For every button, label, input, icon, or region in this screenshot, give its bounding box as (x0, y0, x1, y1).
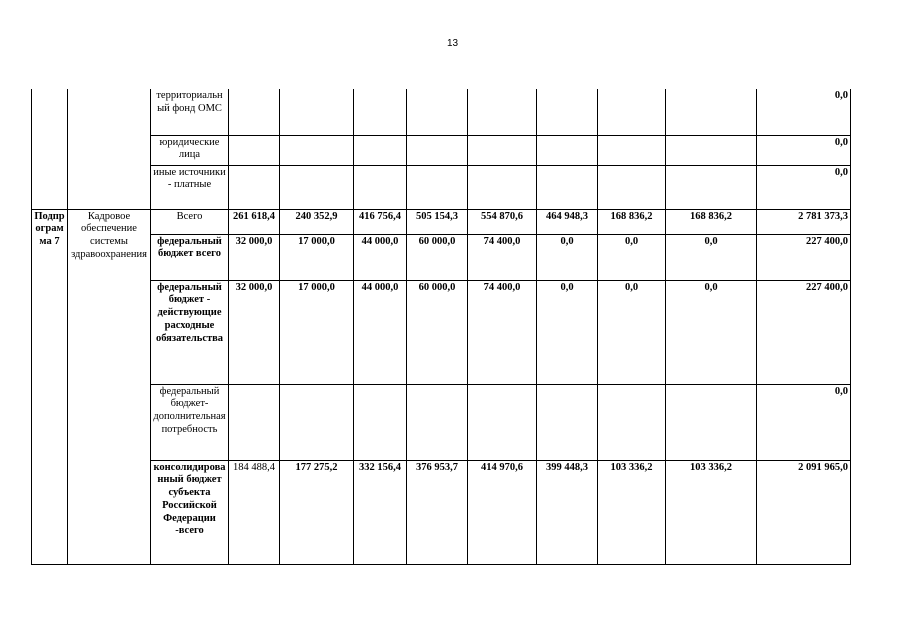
value-cell: 74 400,0 (468, 280, 537, 384)
total-cell: 2 091 965,0 (757, 460, 851, 564)
value-cell (468, 384, 537, 460)
value-cell: 74 400,0 (468, 234, 537, 280)
value-cell (537, 165, 598, 209)
value-cell: 0,0 (666, 234, 757, 280)
table-row (32, 280, 851, 384)
table-row (32, 209, 851, 234)
value-cell: 0,0 (598, 234, 666, 280)
total-cell: 0,0 (757, 135, 851, 165)
value-cell: 240 352,9 (280, 209, 354, 234)
value-cell (280, 89, 354, 135)
empty-cell (32, 89, 68, 209)
total-cell: 0,0 (757, 89, 851, 135)
total-cell: 227 400,0 (757, 280, 851, 384)
value-cell (666, 165, 757, 209)
page-number: 13 (446, 38, 459, 49)
funding-source-label: федеральный бюджет всего (151, 234, 229, 280)
value-cell (280, 135, 354, 165)
funding-source-label: консолидированный бюджет субъекта Российской Федерации -всего (151, 460, 229, 564)
value-cell: 332 156,4 (354, 460, 407, 564)
value-cell: 44 000,0 (354, 280, 407, 384)
value-cell (354, 165, 407, 209)
budget-table (31, 89, 851, 565)
value-cell: 0,0 (537, 234, 598, 280)
value-cell (229, 135, 280, 165)
value-cell (354, 89, 407, 135)
total-cell: 0,0 (757, 165, 851, 209)
value-cell (280, 384, 354, 460)
value-cell: 103 336,2 (666, 460, 757, 564)
funding-source-label: Всего (151, 209, 229, 234)
value-cell (537, 135, 598, 165)
funding-source-label: территориальный фонд ОМС (151, 89, 229, 135)
value-cell: 60 000,0 (407, 280, 468, 384)
value-cell: 17 000,0 (280, 234, 354, 280)
subprogram-label: Подпрограмма 7 (32, 209, 68, 564)
value-cell (354, 135, 407, 165)
value-cell: 60 000,0 (407, 234, 468, 280)
value-cell: 464 948,3 (537, 209, 598, 234)
value-cell (666, 384, 757, 460)
value-cell (407, 165, 468, 209)
table-row (32, 165, 851, 209)
total-cell: 2 781 373,3 (757, 209, 851, 234)
funding-source-label: федеральный бюджет-дополнительная потребность (151, 384, 229, 460)
value-cell: 168 836,2 (598, 209, 666, 234)
value-cell: 17 000,0 (280, 280, 354, 384)
value-cell: 554 870,6 (468, 209, 537, 234)
value-cell: 416 756,4 (354, 209, 407, 234)
value-cell (280, 165, 354, 209)
value-cell (229, 89, 280, 135)
value-cell: 0,0 (666, 280, 757, 384)
value-cell: 44 000,0 (354, 234, 407, 280)
value-cell: 177 275,2 (280, 460, 354, 564)
funding-source-label: иные источники - платные (151, 165, 229, 209)
subprogram-name: Кадровое обеспечение системы здравоохранения (68, 209, 151, 564)
value-cell: 399 448,3 (537, 460, 598, 564)
value-cell (598, 135, 666, 165)
value-cell: 261 618,4 (229, 209, 280, 234)
value-cell (598, 384, 666, 460)
total-cell: 0,0 (757, 384, 851, 460)
table-row (32, 89, 851, 135)
value-cell (468, 135, 537, 165)
value-cell (666, 89, 757, 135)
table-row (32, 135, 851, 165)
total-cell: 227 400,0 (757, 234, 851, 280)
value-cell (666, 135, 757, 165)
value-cell (468, 165, 537, 209)
value-cell (537, 384, 598, 460)
value-cell: 168 836,2 (666, 209, 757, 234)
empty-cell (68, 89, 151, 209)
value-cell: 0,0 (537, 280, 598, 384)
value-cell (598, 165, 666, 209)
value-cell (407, 89, 468, 135)
table-row (32, 234, 851, 280)
value-cell (468, 89, 537, 135)
funding-source-label: федеральный бюджет - действующие расходные обязательства (151, 280, 229, 384)
value-cell (354, 384, 407, 460)
funding-source-label: юридические лица (151, 135, 229, 165)
value-cell (407, 384, 468, 460)
value-cell (229, 384, 280, 460)
value-cell (598, 89, 666, 135)
value-cell (407, 135, 468, 165)
value-cell: 505 154,3 (407, 209, 468, 234)
value-cell: 32 000,0 (229, 234, 280, 280)
value-cell: 103 336,2 (598, 460, 666, 564)
value-cell: 32 000,0 (229, 280, 280, 384)
table-row (32, 384, 851, 460)
value-cell: 414 970,6 (468, 460, 537, 564)
table-row (32, 460, 851, 564)
value-cell: 184 488,4 (229, 460, 280, 564)
value-cell: 376 953,7 (407, 460, 468, 564)
value-cell: 0,0 (598, 280, 666, 384)
value-cell (229, 165, 280, 209)
value-cell (537, 89, 598, 135)
